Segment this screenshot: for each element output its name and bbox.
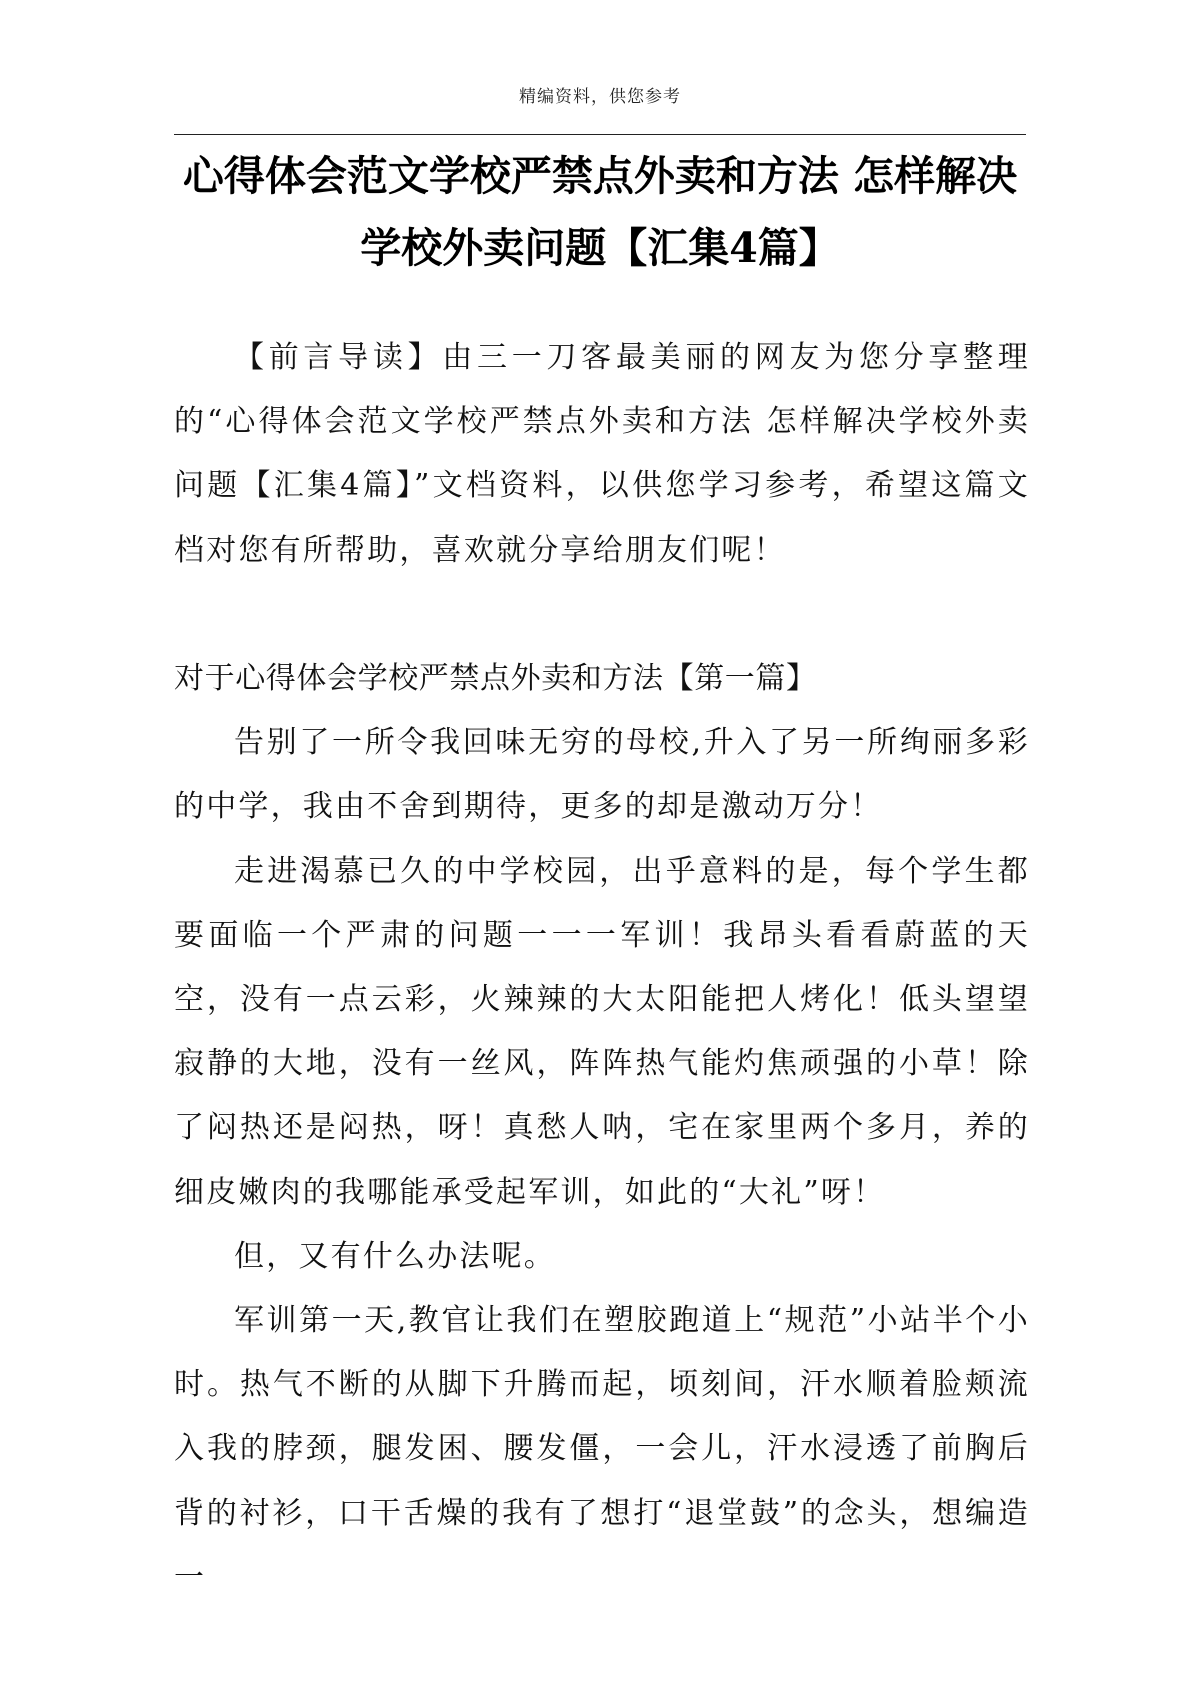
document-body bbox=[174, 326, 1030, 1610]
intro-paragraph: 【前言导读】由三一刀客最美丽的网友为您分享整理的“心得体会范文学校严禁点外卖和方法 怎样解决学校外卖问题【汇集4篇】”文档资料，以供您学习参考，希望这篇文档对您有所帮助，喜欢就分享给朋友们呢！ bbox=[174, 340, 1030, 568]
page-header: 精编资料，供您参考 bbox=[519, 87, 681, 107]
section-heading: 对于心得体会学校严禁点外卖和方法【第一篇】 bbox=[174, 661, 817, 696]
header-divider bbox=[174, 134, 1026, 135]
body-paragraph: 军训第一天,教官让我们在塑胶跑道上“规范”小站半个小时。热气不断的从脚下升腾而起，顷刻间，汗水顺着脸颊流入我的脖颈，腿发困、腰发僵，一会儿，汗水浸透了前胸后背的衬衫，口干舌燥的我有了想打“退堂鼓”的念头，想编造一 bbox=[174, 1303, 1030, 1595]
body-paragraph: 走进渴慕已久的中学校园，出乎意料的是，每个学生都要面临一个严肃的问题一一一军训！我昂头看看蔚蓝的天空，没有一点云彩，火辣辣的大太阳能把人烤化！低头望望寂静的大地，没有一丝风，阵阵热气能灼焦顽强的小草！除了闷热还是闷热，呀！真愁人呐，宅在家里两个多月，养的细皮嫩肉的我哪能承受起军训，如此的“大礼”呀！ bbox=[174, 853, 1030, 1210]
body-paragraph: 告别了一所令我回味无穷的母校,升入了另一所绚丽多彩的中学，我由不舍到期待，更多的却是激动万分！ bbox=[174, 725, 1030, 825]
body-paragraph: 但，又有什么办法呢。 bbox=[234, 1238, 556, 1274]
document-title: 心得体会范文学校严禁点外卖和方法 怎样解决学校外卖问题【汇集4篇】 bbox=[182, 152, 1018, 272]
